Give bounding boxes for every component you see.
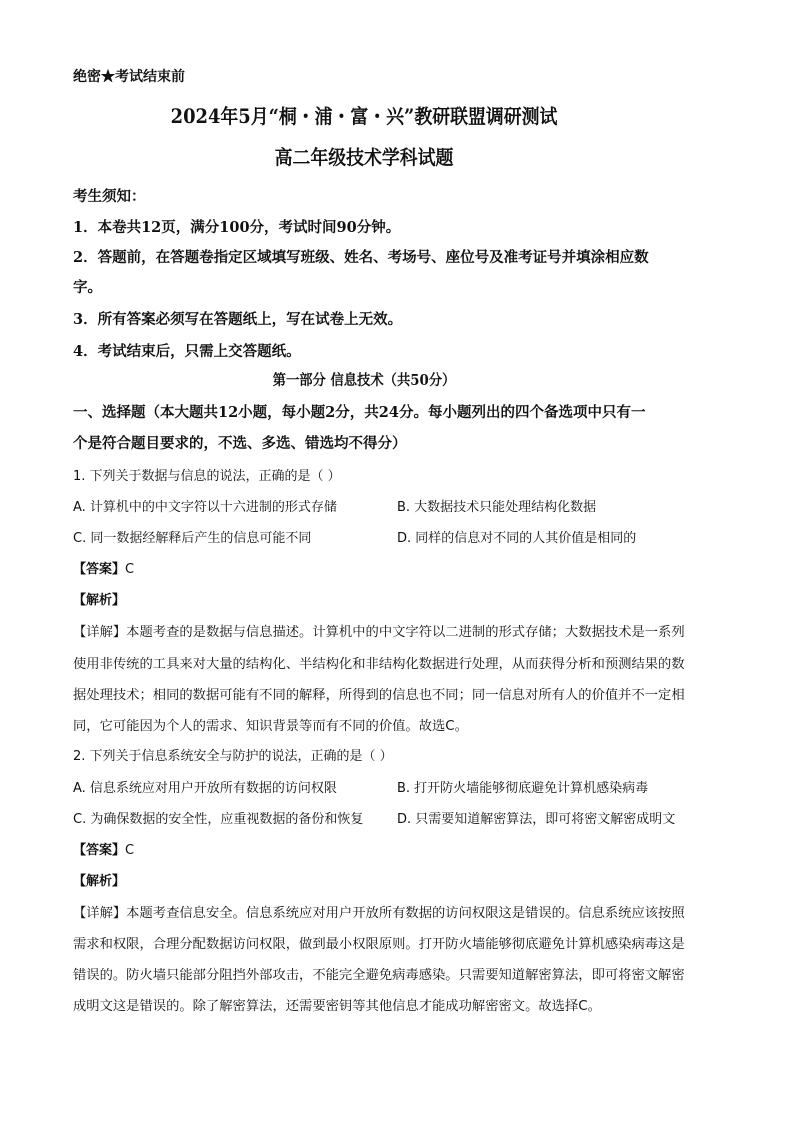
- question-1-option-c: C. 同一数据经解释后产生的信息可能不同: [73, 531, 312, 546]
- question-2-detail-line-1: 【详解】本题考查信息安全。信息系统应对用户开放所有数据的访问权限这是错误的。信息系统应该按照: [73, 906, 685, 921]
- question-1-option-d: D. 同样的信息对不同的人其价值是相同的: [397, 531, 637, 546]
- exam-subtitle: 高二年级技术学科试题: [274, 146, 454, 169]
- notice-heading: 考生须知：: [73, 188, 146, 205]
- question-1-option-a: A. 计算机中的中文字符以十六进制的形式存储: [73, 500, 337, 515]
- question-2-option-d: D. 只需要知道解密算法，即可将密文解密成明文: [397, 812, 676, 827]
- question-2-detail-line-3: 错误的。防火墙只能部分阻挡外部攻击，不能完全避免病毒感染。只需要知道解密算法，即可将密文解密: [73, 968, 685, 983]
- question-2-option-b: B. 打开防火墙能够彻底避免计算机感染病毒: [397, 781, 649, 796]
- question-2-analysis-label: 【解析】: [73, 874, 126, 889]
- notice-item-3: 3．所有答案必须写在答题纸上，写在试卷上无效。: [73, 311, 403, 328]
- question-2-answer: [73, 839, 134, 858]
- question-1-detail-line-1: 【详解】本题考查的是数据与信息描述。计算机中的中文字符以二进制的形式存储；大数据技术是一系列: [73, 625, 685, 640]
- question-1-detail-line-3: 据处理技术；相同的数据可能有不同的解释，所得到的信息也不同；同一信息对所有人的价值并不一定相: [73, 688, 685, 703]
- notice-item-4: 4．考试结束后，只需上交答题纸。: [73, 343, 301, 360]
- section-heading-line2: 个是符合题目要求的，不选、多选、错选均不得分）: [73, 435, 407, 452]
- question-1-analysis-label: 【解析】: [73, 593, 126, 608]
- question-1-answer: [73, 558, 134, 577]
- question-2-option-a: A. 信息系统应对用户开放所有数据的访问权限: [73, 781, 337, 796]
- question-1-detail-line-4: 同，它可能因为个人的需求、知识背景等而有不同的价值。故选C。: [73, 719, 468, 734]
- question-2-detail-line-2: 需求和权限，合理分配数据访问权限，做到最小权限原则。打开防火墙能够彻底避免计算机感染病毒这是: [73, 937, 685, 952]
- exam-title: 2024年5月“桐・浦・富・兴”教研联盟调研测试: [170, 105, 558, 128]
- answer-label: 【答案】: [73, 843, 126, 858]
- section-heading-line1: 一、选择题（本大题共12小题，每小题2分，共24分。每小题列出的四个备选项中只有一: [73, 404, 646, 421]
- answer-value: C: [125, 843, 135, 858]
- question-1-detail-line-2: 使用非传统的工具来对大量的结构化、半结构化和非结构化数据进行处理，从而获得分析和预测结果的数: [73, 657, 685, 672]
- notice-item-1: 1．本卷共12页，满分100分，考试时间90分钟。: [73, 219, 401, 236]
- question-1-stem: 1. 下列关于数据与信息的说法，正确的是（ ）: [73, 469, 341, 484]
- question-2-option-c: C. 为确保数据的安全性，应重视数据的备份和恢复: [73, 812, 364, 827]
- question-1-option-b: B. 大数据技术只能处理结构化数据: [397, 500, 597, 515]
- confidential-label: 绝密★考试结束前: [73, 69, 185, 85]
- part-title: 第一部分 信息技术（共50分）: [272, 372, 456, 389]
- question-2-detail-line-4: 成明文这是错误的。除了解密算法，还需要密钥等其他信息才能成功解密密文。故选择C。: [73, 999, 601, 1014]
- answer-label: 【答案】: [73, 562, 126, 577]
- notice-item-2-cont: 字。: [73, 279, 102, 296]
- answer-value: C: [125, 562, 135, 577]
- question-2-stem: 2. 下列关于信息系统安全与防护的说法，正确的是（ ）: [73, 749, 393, 764]
- notice-item-2: 2．答题前，在答题卷指定区域填写班级、姓名、考场号、座位号及准考证号并填涂相应数: [73, 249, 649, 266]
